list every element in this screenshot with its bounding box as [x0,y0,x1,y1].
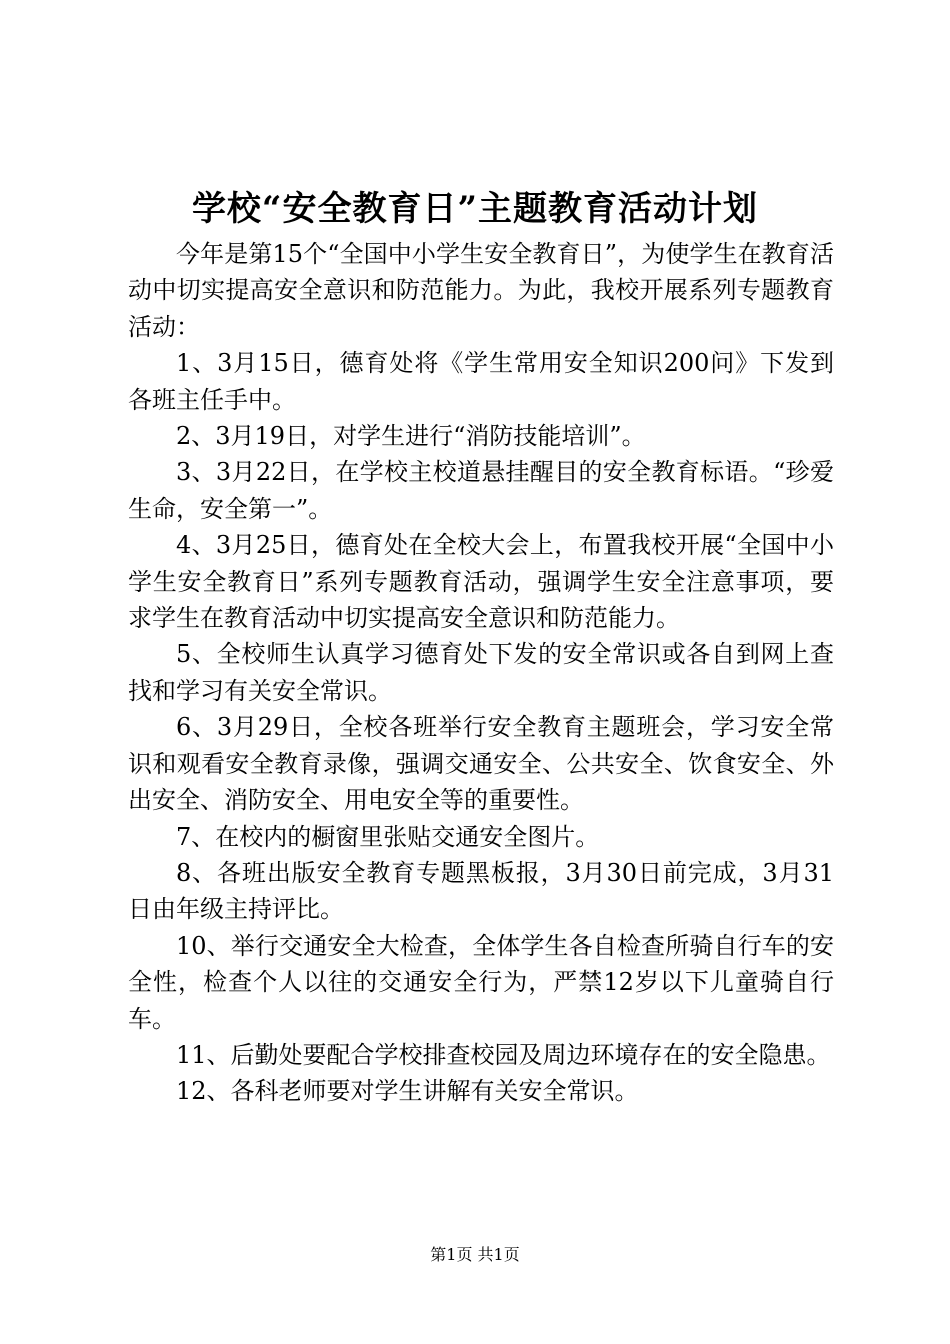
paragraph-item-2: 2、3月19日，对学生进行“消防技能培训”。 [176,422,646,451]
paragraph-intro: 今年是第15个“全国中小学生安全教育日”，为使学生在教育活动中切实提高安全意识和防范能力。为此，我校开展系列专题教育活动： [128,240,834,341]
paragraph-item-6: 6、3月29日，全校各班举行安全教育主题班会，学习安全常识和观看安全教育录像，强调交通安全、公共安全、饮食安全、外出安全、消防安全、用电安全等的重要性。 [128,713,834,815]
paragraph-item-10: 10、举行交通安全大检查，全体学生各自检查所骑自行车的安全性，检查个人以往的交通安全行为，严禁12岁以下儿童骑自行车。 [128,931,834,1033]
paragraph-item-5: 5、全校师生认真学习德育处下发的安全常识或各自到网上查找和学习有关安全常识。 [128,640,834,705]
paragraph-item-3: 3、3月22日，在学校主校道悬挂醒目的安全教育标语。“珍爱生命，安全第一”。 [128,458,834,523]
page-footer: 第1页 共1页 [430,1245,520,1264]
document-body [128,236,834,1110]
paragraph-item-1: 1、3月15日，德育处将《学生常用安全知识200问》下发到各班主任手中。 [128,349,834,414]
paragraph-item-11: 11、后勤处要配合学校排查校园及周边环境存在的安全隐患。 [176,1040,831,1069]
paragraph-item-4: 4、3月25日，德育处在全校大会上，布置我校开展“全国中小学生安全教育日”系列专题教育活动，强调学生安全注意事项，要求学生在教育活动中切实提高安全意识和防范能力。 [128,531,834,633]
paragraph-item-12: 12、各科老师要对学生讲解有关安全常识。 [176,1077,639,1106]
paragraph-item-8: 8、各班出版安全教育专题黑板报，3月30日前完成，3月31日由年级主持评比。 [128,858,834,924]
document-title: 学校“安全教育日”主题教育活动计划 [191,189,759,229]
paragraph-item-7: 7、在校内的橱窗里张贴交通安全图片。 [176,822,600,851]
